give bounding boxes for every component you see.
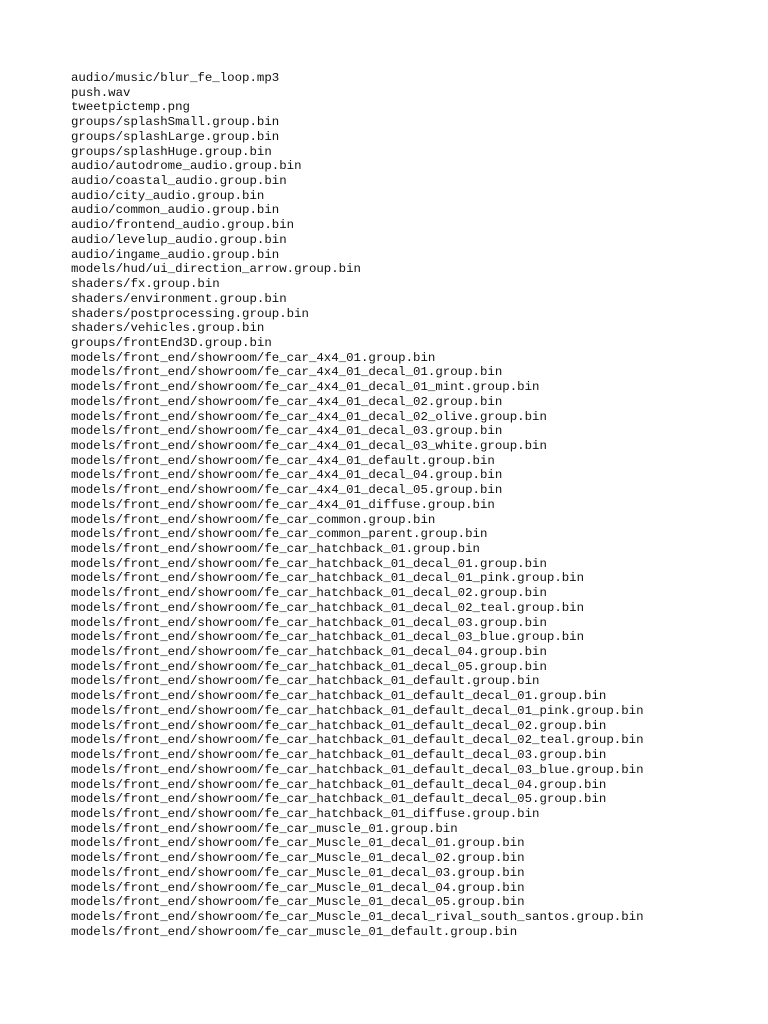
file-path-line: models/front_end/showroom/fe_car_Muscle_01_decal_05.group.bin: [71, 895, 525, 910]
file-path-line: models/front_end/showroom/fe_car_hatchback_01_default_decal_02_teal.group.bin: [71, 733, 644, 748]
file-path-line: models/front_end/showroom/fe_car_4x4_01_diffuse.group.bin: [71, 497, 495, 512]
file-path-line: models/front_end/showroom/fe_car_muscle_01_default.group.bin: [71, 924, 518, 939]
file-path-line: models/front_end/showroom/fe_car_4x4_01_decal_03.group.bin: [71, 424, 503, 439]
file-path-line: models/hud/ui_direction_arrow.group.bin: [71, 262, 361, 277]
file-path-line: models/front_end/showroom/fe_car_hatchback_01.group.bin: [71, 542, 480, 556]
file-path-line: models/front_end/showroom/fe_car_hatchback_01_decal_02.group.bin: [71, 586, 547, 601]
file-path-line: shaders/vehicles.group.bin: [71, 321, 265, 336]
file-path-line: models/front_end/showroom/fe_car_hatchback_01_decal_02_teal.group.bin: [71, 600, 585, 615]
file-path-line: models/front_end/showroom/fe_car_Muscle_01_decal_03.group.bin: [71, 865, 525, 880]
file-path-line: models/front_end/showroom/fe_car_hatchback_01_default.group.bin: [71, 674, 540, 689]
file-path-list: [71, 71, 761, 939]
file-path-line: audio/city_audio.group.bin: [71, 188, 265, 203]
file-path-line: models/front_end/showroom/fe_car_4x4_01_decal_01.group.bin: [71, 365, 503, 380]
file-path-line: audio/coastal_audio.group.bin: [71, 174, 287, 189]
file-path-line: models/front_end/showroom/fe_car_Muscle_01_decal_04.group.bin: [71, 880, 525, 895]
file-path-line: models/front_end/showroom/fe_car_hatchback_01_decal_04.group.bin: [71, 645, 547, 660]
file-path-line: models/front_end/showroom/fe_car_Muscle_01_decal_02.group.bin: [71, 851, 525, 866]
file-path-line: models/front_end/showroom/fe_car_hatchback_01_decal_03.group.bin: [71, 615, 547, 630]
file-path-line: shaders/environment.group.bin: [71, 291, 287, 306]
file-path-line: audio/levelup_audio.group.bin: [71, 232, 287, 247]
file-path-line: shaders/fx.group.bin: [71, 277, 220, 292]
file-path-line: tweetpictemp.png: [71, 100, 190, 115]
file-path-line: models/front_end/showroom/fe_car_hatchback_01_decal_03_blue.group.bin: [71, 630, 585, 645]
file-path-line: models/front_end/showroom/fe_car_4x4_01.group.bin: [71, 350, 436, 365]
file-path-line: models/front_end/showroom/fe_car_4x4_01_decal_02.group.bin: [71, 394, 503, 409]
file-path-line: models/front_end/showroom/fe_car_Muscle_01_decal_rival_south_santos.group.bin: [71, 909, 644, 924]
file-path-line: models/front_end/showroom/fe_car_common.group.bin: [71, 512, 436, 527]
file-path-line: audio/frontend_audio.group.bin: [71, 218, 295, 233]
document-page: [71, 71, 761, 939]
file-path-line: audio/common_audio.group.bin: [71, 203, 280, 218]
file-path-line: models/front_end/showroom/fe_car_hatchback_01_default_decal_01_pink.group.bin: [71, 703, 644, 718]
file-path-line: shaders/postprocessing.group.bin: [71, 306, 309, 321]
file-path-line: models/front_end/showroom/fe_car_common_parent.group.bin: [71, 527, 488, 542]
file-path-line: models/front_end/showroom/fe_car_muscle_01.group.bin: [71, 821, 458, 836]
file-path-line: models/front_end/showroom/fe_car_4x4_01_decal_03_white.group.bin: [71, 438, 547, 453]
file-path-line: models/front_end/showroom/fe_car_hatchback_01_decal_01.group.bin: [71, 556, 547, 571]
file-path-line: models/front_end/showroom/fe_car_hatchback_01_default_decal_02.group.bin: [71, 718, 607, 733]
file-path-line: models/front_end/showroom/fe_car_hatchback_01_default_decal_04.group.bin: [71, 777, 607, 792]
file-path-line: models/front_end/showroom/fe_car_hatchback_01_default_decal_05.group.bin: [71, 792, 607, 807]
file-path-line: models/front_end/showroom/fe_car_4x4_01_default.group.bin: [71, 453, 495, 468]
file-path-line: models/front_end/showroom/fe_car_4x4_01_decal_02_olive.group.bin: [71, 409, 547, 424]
file-path-line: models/front_end/showroom/fe_car_hatchback_01_default_decal_01.group.bin: [71, 689, 607, 704]
file-path-line: groups/splashLarge.group.bin: [71, 129, 280, 144]
file-path-line: models/front_end/showroom/fe_car_hatchback_01_diffuse.group.bin: [71, 806, 540, 821]
file-path-line: models/front_end/showroom/fe_car_hatchback_01_default_decal_03_blue.group.bin: [71, 762, 644, 777]
file-path-line: models/front_end/showroom/fe_car_4x4_01_decal_01_mint.group.bin: [71, 380, 540, 395]
file-path-line: groups/frontEnd3D.group.bin: [71, 335, 272, 350]
file-path-line: models/front_end/showroom/fe_car_hatchback_01_decal_01_pink.group.bin: [71, 571, 585, 586]
file-path-line: audio/ingame_audio.group.bin: [71, 247, 280, 262]
file-path-line: models/front_end/showroom/fe_car_Muscle_01_decal_01.group.bin: [71, 836, 525, 851]
file-path-line: groups/splashSmall.group.bin: [71, 115, 280, 130]
file-path-line: push.wav: [71, 85, 131, 100]
file-path-line: models/front_end/showroom/fe_car_4x4_01_decal_04.group.bin: [71, 468, 503, 483]
file-path-line: groups/splashHuge.group.bin: [71, 144, 272, 159]
file-path-line: models/front_end/showroom/fe_car_hatchback_01_default_decal_03.group.bin: [71, 748, 607, 763]
file-path-line: models/front_end/showroom/fe_car_hatchback_01_decal_05.group.bin: [71, 659, 547, 674]
file-path-line: models/front_end/showroom/fe_car_4x4_01_decal_05.group.bin: [71, 483, 503, 498]
file-path-line: audio/music/blur_fe_loop.mp3: [71, 71, 280, 85]
file-path-line: audio/autodrome_audio.group.bin: [71, 159, 302, 174]
